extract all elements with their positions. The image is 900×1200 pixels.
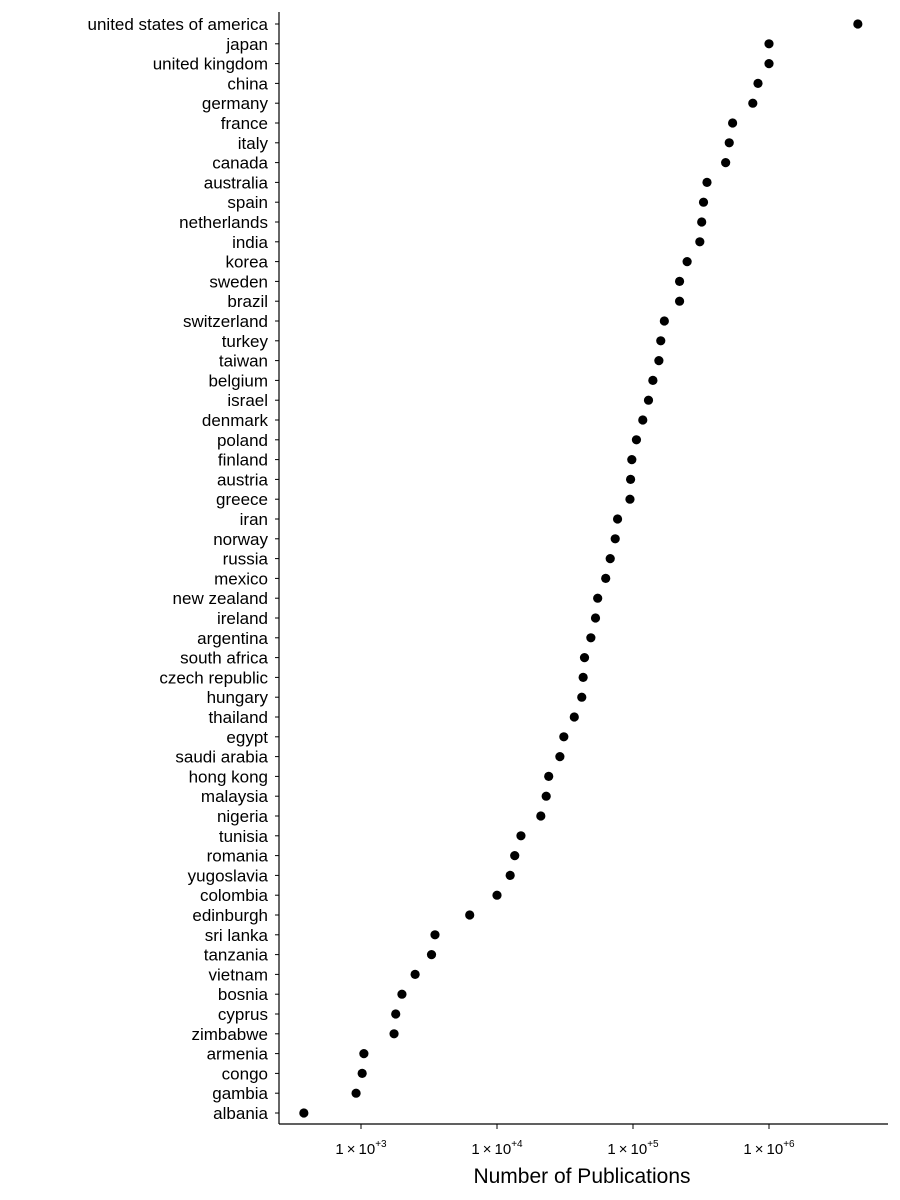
y-label-poland: poland (216, 430, 268, 450)
point-south-africa (580, 653, 589, 662)
point-netherlands (697, 217, 706, 226)
y-label-mexico: mexico (214, 569, 268, 589)
point-ireland (591, 613, 600, 622)
y-label-yugoslavia: yugoslavia (187, 866, 268, 886)
y-label-israel: israel (227, 391, 268, 411)
y-label-canada: canada (212, 153, 268, 173)
x-tick-label-0 (335, 1139, 387, 1158)
y-label-united-states-of-america: united states of america (87, 15, 268, 34)
point-norway (611, 534, 620, 543)
point-korea (683, 257, 692, 266)
y-label-malaysia: malaysia (200, 787, 268, 807)
y-label-armenia: armenia (206, 1044, 268, 1064)
x-axis (279, 1124, 888, 1158)
y-label-japan: japan (226, 34, 268, 54)
point-nigeria (536, 811, 545, 820)
y-label-congo: congo (221, 1064, 268, 1084)
y-label-united-kingdom: united kingdom (152, 54, 268, 74)
x-tick-base-0: 1 × 10 (335, 1141, 376, 1158)
y-axis (275, 12, 279, 1124)
point-bosnia (397, 990, 406, 999)
y-label-new-zealand: new zealand (172, 589, 268, 609)
y-label-zimbabwe: zimbabwe (191, 1024, 268, 1044)
y-label-netherlands: netherlands (179, 213, 268, 232)
point-sri-lanka (430, 930, 439, 939)
y-label-edinburgh: edinburgh (192, 906, 268, 925)
y-label-hong-kong: hong kong (188, 767, 268, 787)
point-iran (613, 514, 622, 523)
point-brazil (675, 297, 684, 306)
point-new-zealand (593, 594, 602, 603)
point-greece (625, 495, 634, 504)
y-label-thailand: thailand (208, 708, 268, 727)
point-egypt (559, 732, 568, 741)
y-label-gambia: gambia (212, 1084, 268, 1104)
y-label-turkey: turkey (221, 331, 268, 351)
x-tick-exp-0: +3 (375, 1139, 387, 1150)
y-label-saudi-arabia: saudi arabia (175, 747, 268, 767)
y-label-egypt: egypt (226, 727, 268, 747)
point-sweden (675, 277, 684, 286)
point-spain (699, 198, 708, 207)
point-yugoslavia (506, 871, 515, 880)
point-tanzania (427, 950, 436, 959)
point-thailand (570, 712, 579, 721)
x-tick-exp-2: +5 (647, 1139, 659, 1150)
point-edinburgh (465, 910, 474, 919)
point-india (695, 237, 704, 246)
y-label-iran: iran (239, 510, 268, 529)
x-tick-base-2: 1 × 10 (607, 1141, 648, 1158)
y-label-belgium: belgium (208, 371, 268, 391)
point-china (753, 79, 762, 88)
y-label-argentina: argentina (197, 628, 268, 648)
point-canada (721, 158, 730, 167)
point-russia (606, 554, 615, 563)
point-mexico (601, 574, 610, 583)
y-label-finland: finland (217, 450, 268, 470)
y-label-czech-republic: czech republic (159, 668, 268, 688)
y-label-hungary: hungary (206, 688, 268, 708)
y-label-albania: albania (213, 1104, 268, 1123)
point-italy (725, 138, 734, 147)
point-vietnam (411, 970, 420, 979)
point-congo (358, 1069, 367, 1078)
y-label-china: china (227, 74, 268, 94)
point-malaysia (542, 792, 551, 801)
point-germany (748, 99, 757, 108)
x-tick-label-1 (471, 1139, 523, 1158)
y-label-taiwan: taiwan (218, 351, 268, 371)
y-label-greece: greece (216, 490, 268, 510)
point-colombia (492, 891, 501, 900)
x-tick-base-1: 1 × 10 (471, 1141, 512, 1158)
point-tunisia (516, 831, 525, 840)
y-label-australia: australia (203, 173, 268, 193)
point-turkey (656, 336, 665, 345)
y-label-denmark: denmark (201, 411, 268, 430)
y-label-korea: korea (225, 252, 268, 272)
point-israel (644, 396, 653, 405)
data-points (299, 19, 862, 1117)
point-zimbabwe (389, 1029, 398, 1038)
point-finland (627, 455, 636, 464)
y-label-sri-lanka: sri lanka (204, 925, 268, 945)
x-tick-label-3 (743, 1139, 795, 1158)
point-armenia (359, 1049, 368, 1058)
point-taiwan (654, 356, 663, 365)
y-label-bosnia: bosnia (217, 985, 268, 1005)
y-label-vietnam: vietnam (208, 965, 268, 985)
point-belgium (648, 376, 657, 385)
point-gambia (351, 1089, 360, 1098)
point-albania (299, 1108, 308, 1117)
y-label-germany: germany (201, 94, 268, 114)
y-label-romania: romania (206, 846, 268, 866)
y-label-cyprus: cyprus (217, 1005, 268, 1024)
y-label-nigeria: nigeria (216, 807, 268, 826)
y-label-russia: russia (222, 549, 268, 569)
y-label-spain: spain (227, 193, 268, 213)
point-cyprus (391, 1009, 400, 1018)
y-label-brazil: brazil (227, 292, 268, 312)
x-axis-title: Number of Publications (473, 1165, 691, 1188)
y-label-italy: italy (237, 133, 268, 153)
y-label-france: france (220, 114, 268, 133)
point-argentina (586, 633, 595, 642)
y-label-colombia: colombia (199, 886, 268, 906)
x-tick-exp-1: +4 (511, 1139, 523, 1150)
point-japan (764, 39, 773, 48)
y-label-tanzania: tanzania (203, 945, 268, 965)
point-united-kingdom (764, 59, 773, 68)
y-label-tunisia: tunisia (218, 826, 268, 846)
x-tick-base-3: 1 × 10 (743, 1141, 784, 1158)
point-poland (632, 435, 641, 444)
y-label-ireland: ireland (216, 609, 268, 628)
point-hong-kong (544, 772, 553, 781)
point-romania (510, 851, 519, 860)
x-tick-exp-3: +6 (783, 1139, 795, 1150)
point-denmark (638, 415, 647, 424)
point-saudi-arabia (555, 752, 564, 761)
x-tick-label-2 (607, 1139, 659, 1158)
y-label-switzerland: switzerland (182, 312, 268, 331)
y-label-india: india (232, 232, 268, 252)
y-label-sweden: sweden (209, 272, 268, 292)
point-hungary (577, 693, 586, 702)
y-label-south-africa: south africa (180, 648, 268, 668)
point-united-states-of-america (853, 19, 862, 28)
y-axis-tick-labels (88, 15, 269, 1123)
point-australia (702, 178, 711, 187)
point-austria (626, 475, 635, 484)
point-switzerland (660, 316, 669, 325)
y-label-norway: norway (213, 529, 268, 549)
y-label-austria: austria (216, 470, 268, 490)
point-france (728, 118, 737, 127)
point-czech-republic (579, 673, 588, 682)
